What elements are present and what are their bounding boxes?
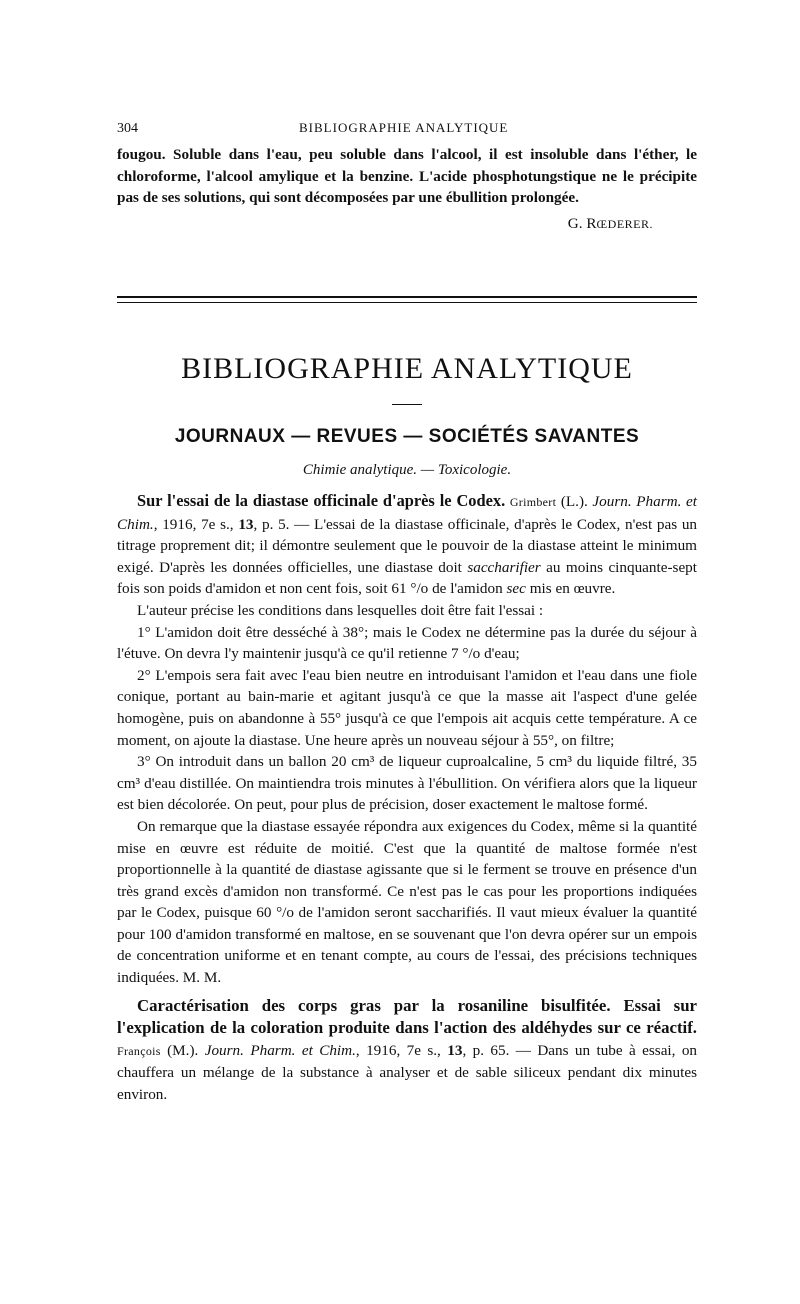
subsection-title: Chimie analytique. — Toxicologie. [302, 462, 512, 478]
section-title: JOURNAUX — REVUES — SOCIÉTÉS SAVANTES [174, 426, 640, 447]
signature-initial: G. R [567, 214, 597, 232]
article1-paragraph: L'auteur précise les conditions dans lesquelles doit être fait l'essai : [137, 601, 544, 619]
separator-rule-thin [117, 302, 697, 303]
running-head: BIBLIOGRAPHIE ANALYTIQUE [299, 120, 509, 135]
article1-lead [117, 490, 697, 600]
article2-ref-pre: , 1916, 7e s., [355, 1041, 448, 1059]
article1-title: Sur l'essai de la diastase officinale d'après le Codex. [137, 491, 506, 510]
article1-paragraph: On remarque que la diastase essayée répondra aux exigences du Codex, même si la quantité mise en œuvre est réduite de moitié. C'est que la quantité de maltose formée n'est proportionnelle à la quantité de diastase agissante que si le ferment se trouve en présence d'un très grand excès d'amidon non transformé. Ce n'est pas le cas pour les proportions indiquées par le Codex, puisque 60 °/o de l'amidon seront saccharifiés. Il vaut mieux évaluer la quantité pour 100 d'amidon transformé en maltose, en se souvenant que l'on devra opérer sur un empois de concentration uniforme et en tenant compte, au cours de l'essai, des précisions techniques indiquées. M. M. [117, 817, 697, 987]
page-header [117, 120, 697, 144]
article1-text-mid: au moins cinquante-sept fois son poids d'amidon et non cent fois, soit 61 °/o de l'amidon [117, 558, 698, 598]
separator-rule-thick [117, 296, 697, 298]
article2-journal: Journ. Pharm. et Chim. [204, 1041, 356, 1059]
signature-rest: ŒDERER. [596, 216, 653, 231]
article1-paragraph: 3° On introduit dans un ballon 20 cm³ de liqueur cuproalcaline, 5 cm³ du liquide filtré, 35 cm³ d'eau distillée. On maintiendra trois minutes à l'ébullition. On vérifiera alors que la liqueur est bien décolorée. On peut, pour plus de précision, doser exactement le maltose formé. [117, 753, 697, 814]
article2-author: François [117, 1043, 161, 1058]
article-body [117, 490, 697, 1106]
article1-paragraph: 1° L'amidon doit être desséché à 38°; mais le Codex ne détermine pas la durée du séjour à l'étuve. On devra l'y maintenir jusqu'à ce qu'il retienne 7 °/o d'eau; [117, 623, 697, 663]
intro-signature [117, 213, 653, 235]
article1-author-initial: (L.). [556, 493, 593, 510]
article2-lead [117, 995, 697, 1106]
article1-word-saccharifier: saccharifier [467, 558, 541, 576]
article1-text-end: mis en œuvre. [525, 580, 616, 598]
article1-paragraph: 2° L'empois sera fait avec l'eau bien neutre en introduisant l'amidon et l'eau dans une fiole conique, portant au bain-marie et agitant jusqu'à ce que la masse ait l'aspect d'une gelée homogène, puis on abandonne à 55° jusqu'à ce que l'empois ait acquis cette température. A ce moment, on ajoute la diastase. Une heure après un nouveau séjour à 55°, on filtre; [117, 666, 697, 749]
article1-volume: 13 [238, 515, 254, 533]
article1-ref-post: , p. 5. — L'essai de la diastase officinale, d'après le Codex, n'est pas un titrage proprement dit; il démontre seulement que le pouvoir de la diastase atteint le minimum exigé. D'après les données officielles, une diastase doit [117, 515, 698, 576]
article2-ref-post: , p. 65. — Dans un tube à essai, on chauffera un mélange de la substance à analyser et de sable siliceux pendant dix minutes environ. [117, 1041, 698, 1104]
article1-ref-pre: , 1916, 7e s., [153, 515, 239, 533]
article1-author: Grimbert [509, 495, 557, 509]
article2-volume: 13 [447, 1041, 463, 1059]
main-title: BIBLIOGRAPHIE ANALYTIQUE [181, 352, 633, 385]
article2-title: Caractérisation des corps gras par la rosaniline bisulfitée. Essai sur l'explication de la coloration produite dans l'action des aldéhydes sur ce réactif. [117, 995, 697, 1038]
article2-author-initial: (M.). [160, 1041, 205, 1059]
intro-paragraph: fougou. Soluble dans l'eau, peu soluble dans l'alcool, il est insoluble dans l'éther, le chloroforme, l'alcool amylique et la benzine. L'acide phosphotungstique ne le précipite pas de ses solutions, qui sont décomposées par une ébullition prolongée. [117, 146, 697, 207]
title-dash [392, 404, 422, 405]
article1-word-sec: sec [506, 580, 526, 598]
article1-journal: Journ. Pharm. et Chim. [117, 493, 697, 533]
page-number: 304 [117, 121, 138, 136]
page [117, 120, 698, 1104]
